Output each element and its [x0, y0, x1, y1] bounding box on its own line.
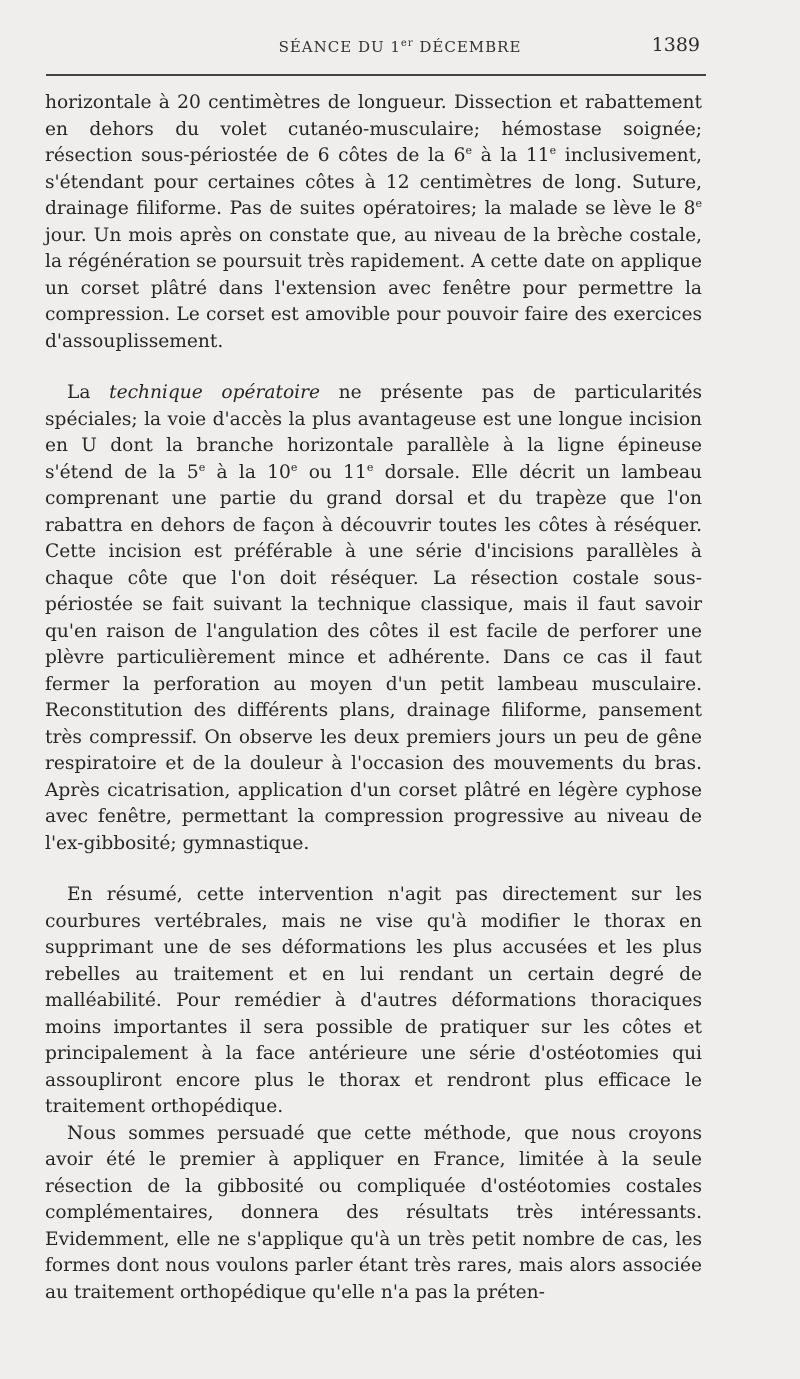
paragraph-resume: En résumé, cette intervention n'agit pas directement sur les courbures vertébrales, mais ne vise qu'à modifier le thorax en supprimant une de ses déformations les plus accusées et les plus rebelles au traitement et en lui rendant un certain degré de malléabilité. Pour remédier à d'autres déformations thoraciques moins importantes il sera possible de pratiquer sur les côtes et principalement à la face antérieure une série d'ostéotomies qui assoupliront encore plus le thorax et rendront plus efficace le traitement orthopédique.	[45, 884, 702, 1117]
paragraph-continuation: horizontale à 20 centimètres de longueur. Dissection et rabattement en dehors du volet cutanéo-musculaire; hémostase soignée; résection sous-périostée de 6 côtes de la 6e à la 11e inclusivement, s'étendant pour certaines côtes à 12 centimètres de long. Suture, drainage filiforme. Pas de suites opératoires; la malade se lève le 8e jour. Un mois après on constate que, au niveau de la brèche costale, la régénération se poursuit très rapidement. A cette date on applique un corset plâtré dans l'extension avec fenêtre pour permettre la compression. Le corset est amovible pour pouvoir faire des exercices d'assouplissement.	[45, 92, 702, 352]
paragraph-technique: La technique opératoire ne présente pas de particularités spéciales; la voie d'accès la plus avantageuse est une longue incision en U dont la branche horizontale parallèle à la ligne épineuse s'étend de la 5e à la 10e ou 11e dorsale. Elle décrit un lambeau comprenant une partie du grand dorsal et du trapèze que l'on rabattra en dehors de façon à découvrir toutes les côtes à réséquer. Cette incision est préférable à une série d'incisions parallèles à chaque côte que l'on doit réséquer. La résection costale sous-périostée se fait suivant la technique classique, mais il faut savoir qu'en raison de l'angulation des côtes il est facile de perforer une plèvre particulièrement mince et adhérente. Dans ce cas il faut fermer la perforation au moyen d'un petit lambeau musculaire. Reconstitution des différents plans, drainage filiforme, pansement très compressif. On observe les deux premiers jours un peu de gêne respiratoire et de la douleur à l'occasion des mouvements du bras. Après cicatrisation, application d'un corset plâtré en légère cyphose avec fenêtre, permettant la compression progressive au niveau de l'ex-gibbosité; gymnastique.	[45, 382, 703, 854]
page-number: 1389	[651, 34, 700, 56]
italic-term: technique opératoire	[109, 382, 320, 403]
page-body	[45, 90, 702, 1306]
header-rule	[46, 74, 706, 76]
running-header	[0, 34, 800, 64]
running-head-title: SÉANCE DU 1er DÉCEMBRE	[278, 38, 522, 56]
paragraph-conclusion: Nous sommes persuadé que cette méthode, que nous croyons avoir été le premier à appliquer en France, limitée à la seule résection de la gibbosité ou compliquée d'ostéotomies costales complémentaires, donnera des résultats très intéressants. Evidemment, elle ne s'applique qu'à un très petit nombre de cas, les formes dont nous voulons parler étant très rares, mais alors associée au traitement orthopédique qu'elle n'a pas la préten-	[45, 1122, 702, 1303]
